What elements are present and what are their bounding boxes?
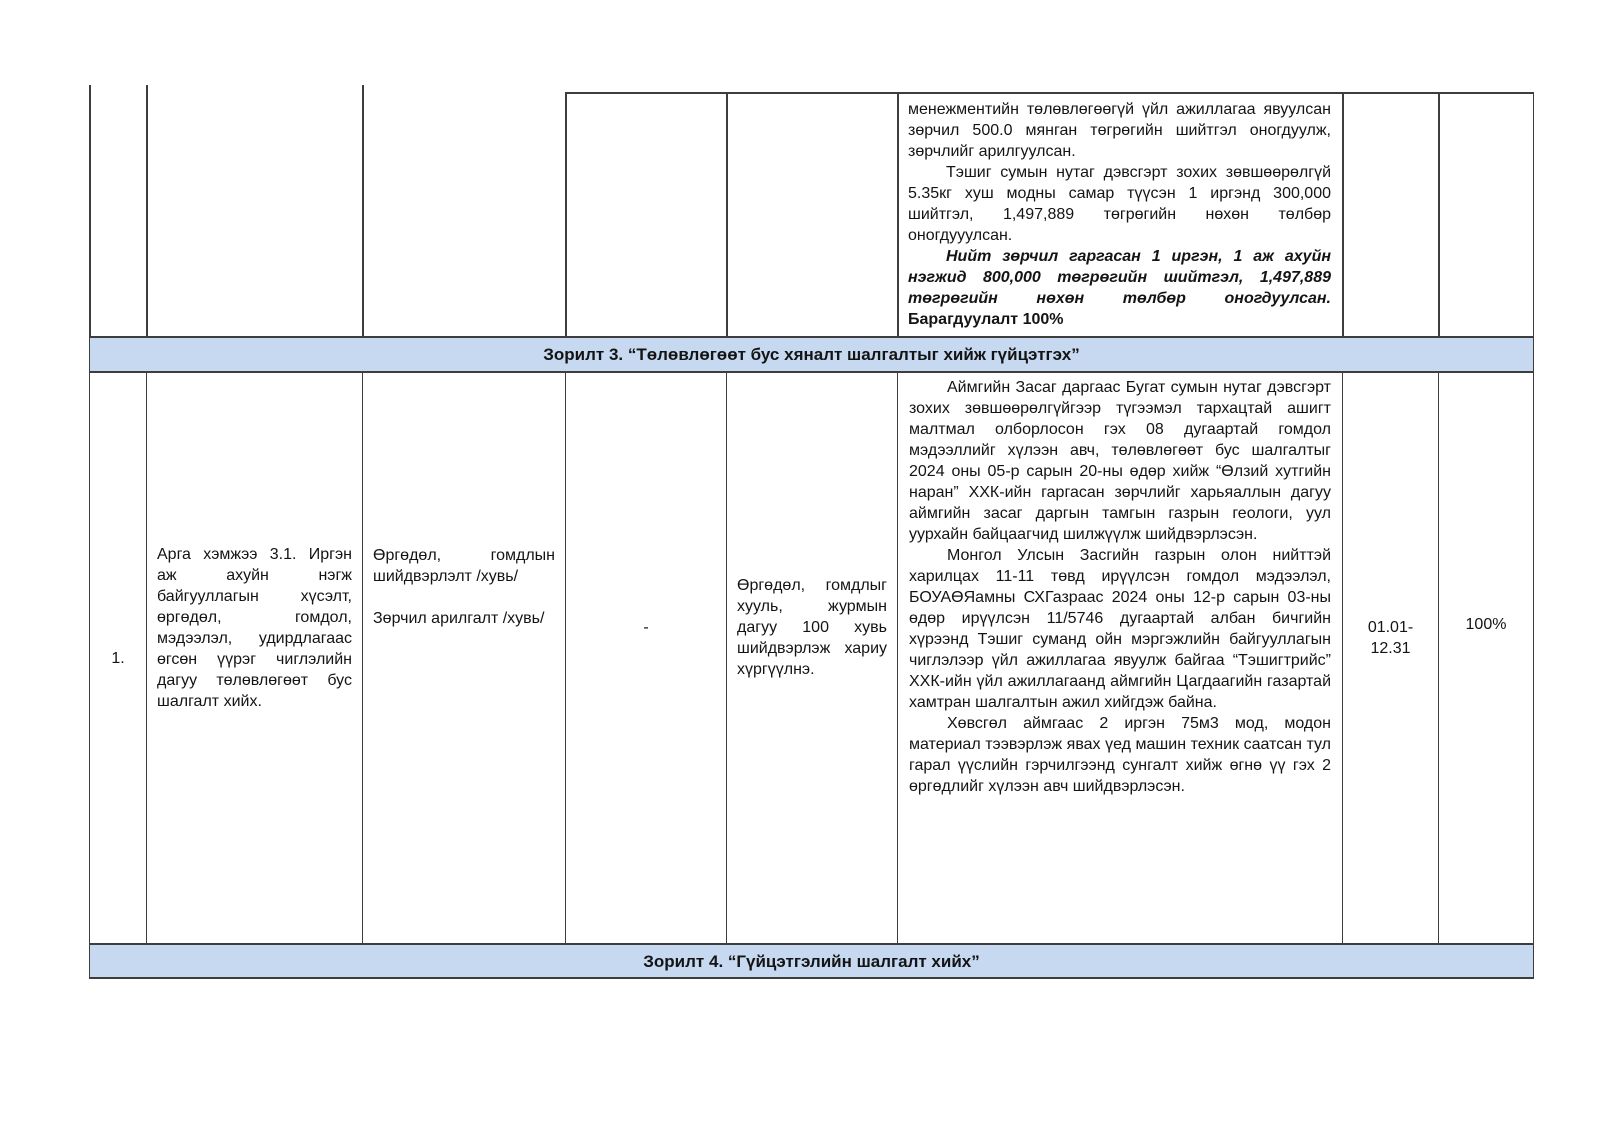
blank-line [373,587,555,608]
cell-period [1342,373,1438,943]
target-text: Өргөдөл, гомдлыг хууль, журмын дагуу 100 хувь шийдвэрлэж хариу хүргүүлнэ. [737,576,887,678]
section-header-label: Зорилт 3. “Төлөвлөгөөт бус хяналт шалгалтыг хийж гүйцэтгэх” [543,345,1080,364]
table-row-1 [89,373,1534,943]
completion-value: 100% [1465,615,1507,633]
section-header-zorilt-3 [89,336,1534,373]
report-table [89,85,1535,979]
section-header-label: Зорилт 4. “Гүйцэтгэлийн шалгалт хийх” [643,951,980,971]
cell-result [897,373,1342,943]
indicator-text-2: Зөрчил арилгалт /хувь/ [373,610,545,627]
row-number: 1. [111,649,125,667]
activity-text: Арга хэмжээ 3.1. Иргэн аж ахуйн нэгж байгууллагын хүсэлт, өргөдөл, гомдол, мэдээлэл, удирдлагаас өгсөн үүрэг чиглэлийн дагуу төлөвлөгөөт бус шалгалт хийх. [157,546,352,710]
indicator-text-1: Өргөдөл, гомдлын шийдвэрлэлт /хувь/ [373,547,555,585]
section-header-zorilt-4 [89,943,1534,979]
cell-baseline [565,373,726,943]
result-paragraph-summary [908,246,1331,330]
result-paragraph: Монгол Улсын Засгийн газрын олон нийттэй харилцах 11-11 төвд ирүүлсэн гомдол мэдээлэл, БОУАӨЯамны СХГазраас 2024 оны 12-р сарын 03-ны өдөр ирүүлсэн 11/5746 дугаартай албан бичгийн хүрээнд Тэшиг суманд ойн мэргэжлийн байгууллагын чиглэлээр үйл ажиллагаа явуулж байгаа “Тэшигтрийс” ХХК-ийн үйл ажиллагаанд аймгийн Цагдаагийн газартай хамтран шалгалтын ажил хийгдэж байна. [909,547,1331,711]
result-paragraph: Тэшиг сумын нутаг дэвсгэрт зохих зөвшөөрөлгүй 5.35кг хуш модны самар түүсэн 1 иргэнд 300,000 шийтгэл, 1,497,889 төгрөгийн нөхөн төлбөр оногдууулсан. [908,163,1331,244]
result-paragraph: менежментийн төлөвлөгөөгүй үйл ажиллагаа явуулсан зөрчил 500.0 мянган төгрөгийн шийтгэл оногдуулж, зөрчлийг арилгуулсан. [908,100,1331,160]
grid-line [146,85,148,336]
cell-row-number [89,373,146,943]
result-paragraph: Хөвсгөл аймгаас 2 иргэн 75м3 мод, модон материал тээвэрлэж явах үед машин техник саатсан тул гарал үүслийн гэрчилгээнд сунгалт хийж өгнө үү гэх 2 өргөдлийг хүлээн авч шийдвэрлэсэн. [909,715,1331,795]
summary-bold-italic-text: Нийт зөрчил гаргасан 1 иргэн, 1 аж ахуйн нэгжид 800,000 төгрөгийн шийтгэл, 1,497,889 төгрөгийн нөхөн төлбөр оногдуулсан. [908,247,1331,307]
grid-line [362,85,364,336]
grid-line [1438,92,1440,336]
grid-line [565,92,567,336]
period-line-1: 01.01- [1367,619,1414,636]
summary-bold-text: Барагдуулалт 100% [908,310,1064,328]
cell-target [726,373,897,943]
cell-indicator [362,373,565,943]
baseline-value: - [643,618,649,636]
cell-activity [146,373,362,943]
grid-line [89,85,91,336]
grid-line [1342,92,1344,336]
period-line-2: 12.31 [1370,640,1411,657]
grid-line [726,92,728,336]
result-cell-continuation [897,94,1342,330]
cell-completion [1438,373,1534,943]
grid-line [1533,92,1535,336]
table-row-continuation [89,85,1534,336]
result-paragraph: Аймгийн Засаг даргаас Бугат сумын нутаг дэвсгэрт зохих зөвшөөрөлгүйгээр түгээмэл тархацтай ашигт малтмал олборлосон гэх 08 дугаартай гомдол мэдээллийг хүлээн авч, төлөвлөгөөт бус шалгалтыг 2024 оны 05-р сарын 20-ны өдөр хийж “Өлзий хутгийн наран” ХХК-ийн гаргасан зөрчлийг харьяаллын дагуу аймгийн засаг даргын тамгын газрын геологи, уул уурхайн байцаагчид шилжүүлж шийдвэрлэсэн. [909,379,1331,543]
